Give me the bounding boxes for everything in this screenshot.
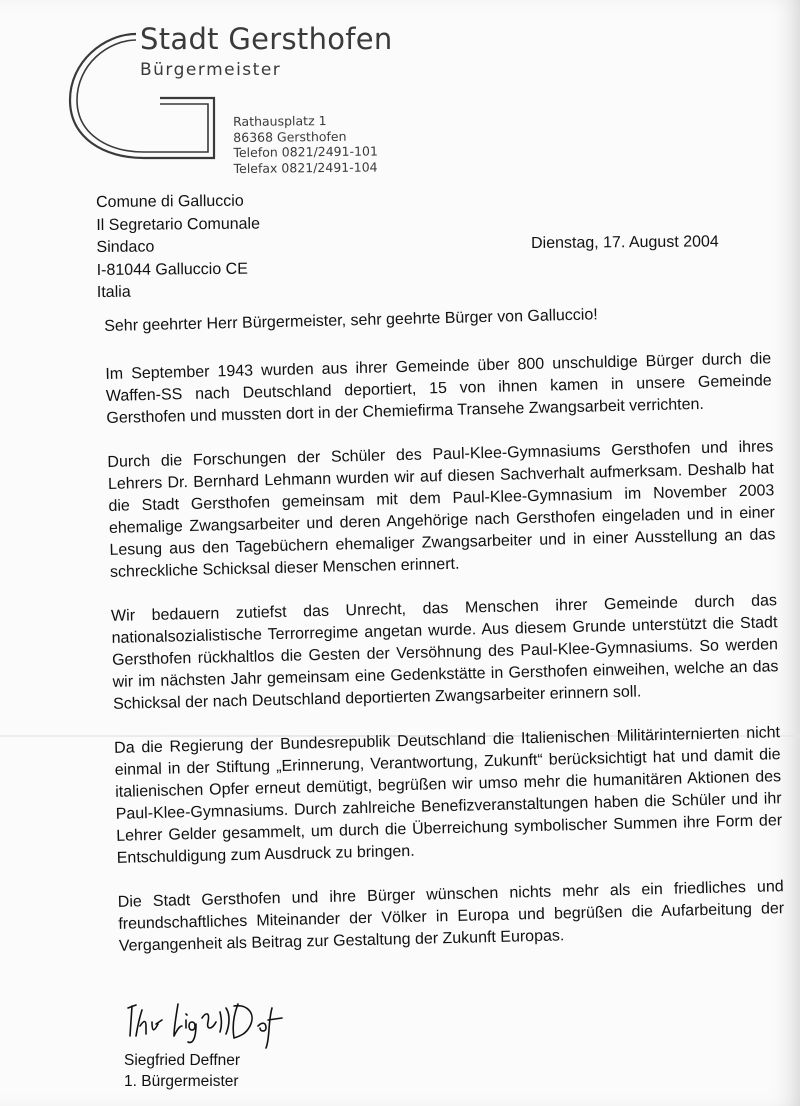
body-paragraph: Da die Regierung der Bundesrepublik Deutschland die Italienischen Militärinternierten nicht einmal in der Stiftung „Erinnerung, Verantwortung, Zukunft“ berücksichtigt hat und damit die italienischen Opfer erneut demütigt, begrüßen wir umso mehr die humanitären Aktionen des Paul-Klee-Gymnasiums. Durch zahlreiche Benefizveranstaltungen haben die Schüler und ihr Lehrer Gelder gesammelt, um durch die Überreichung symbolischer Summen ihre Form der Entschuldigung zum Ausdruck zu bringen. [113,724,783,867]
sender-address [233,112,378,176]
recipient-address [96,191,261,305]
recipient-line: Italia [96,283,131,301]
handwritten-signature [122,992,292,1052]
body-paragraph: Im September 1943 wurden aus ihrer Gemeinde über 800 unschuldige Bürger durch die Waffen-SS nach Deutschland deportiert, 15 von ihnen kamen in unsere Gemeinde Gersthofen und mussten dort in der Chemiefirma Transehe Zwangsarbeit verrichten. [105,350,772,427]
signer-title: 1. Bürgermeister [124,1073,239,1090]
body-paragraph: Durch die Forschungen der Schüler des Paul-Klee-Gymnasiums Gersthofen und ihres Lehrers Dr. Bernhard Lehmann wurden wir auf diesen Sachverhalt aufmerksam. Deshalb hat die Stadt Gersthofen gemeinsam mit dem Paul-Klee-Gymnasium im November 2003 ehemalige Zwangsarbeiter und deren Angehörige nach Gersthofen eingeladen und in einer Lesung aus den Tagebüchern ehemaliger Zwangsarbeiter und in einer Ausstellung an das schreckliche Schicksal dieser Menschen erinnert. [107,438,776,581]
recipient-line: Sindaco [96,238,155,256]
sender-city: 86368 Gersthofen [233,128,347,145]
signer-block [124,1050,240,1092]
salutation: Sehr geehrter Herr Bürgermeister, sehr geehrte Bürger von Galluccio! [104,306,598,335]
signer-name: Siegfried Deffner [124,1052,241,1069]
sender-street: Rathausplatz 1 [233,113,327,129]
body-paragraph: Die Stadt Gersthofen und ihre Bürger wünschen nichts mehr als ein friedliches und freundschaftliches Miteinander der Völker in Europa und begrüßen die Aufarbeitung der Vergangenheit als Beitrag zur Gestaltung der Zukunft Europas. [117,878,785,955]
sender-fax: Telefax 0821/2491-104 [233,158,378,176]
organization-name: Stadt Gersthofen [140,22,393,56]
letter-body [104,300,785,958]
recipient-line: I-81044 Galluccio CE [96,260,248,279]
recipient-line: Comune di Galluccio [96,192,244,211]
body-paragraph: Wir bedauern zutiefst das Unrecht, das Menschen ihrer Gemeinde durch das nationalsozialistische Terrorregime angetan wurde. Aus diesem Grunde unterstützt die Stadt Gersthofen rückhaltlos die Gesten der Versöhnung des Paul-Klee-Gymnasiums. So werden wir im nächsten Jahr gemeinsam eine Gedenkstätte in Gersthofen einweihen, welche an das Schicksal der nach Deutschland deportierten Zwangsarbeiter erinnern soll. [110,592,779,713]
letter-date: Dienstag, 17. August 2004 [531,233,719,252]
recipient-line: Il Segretario Comunale [96,215,260,234]
organization-subtitle: Bürgermeister [140,60,282,80]
sender-phone: Telefon 0821/2491-101 [233,143,378,160]
